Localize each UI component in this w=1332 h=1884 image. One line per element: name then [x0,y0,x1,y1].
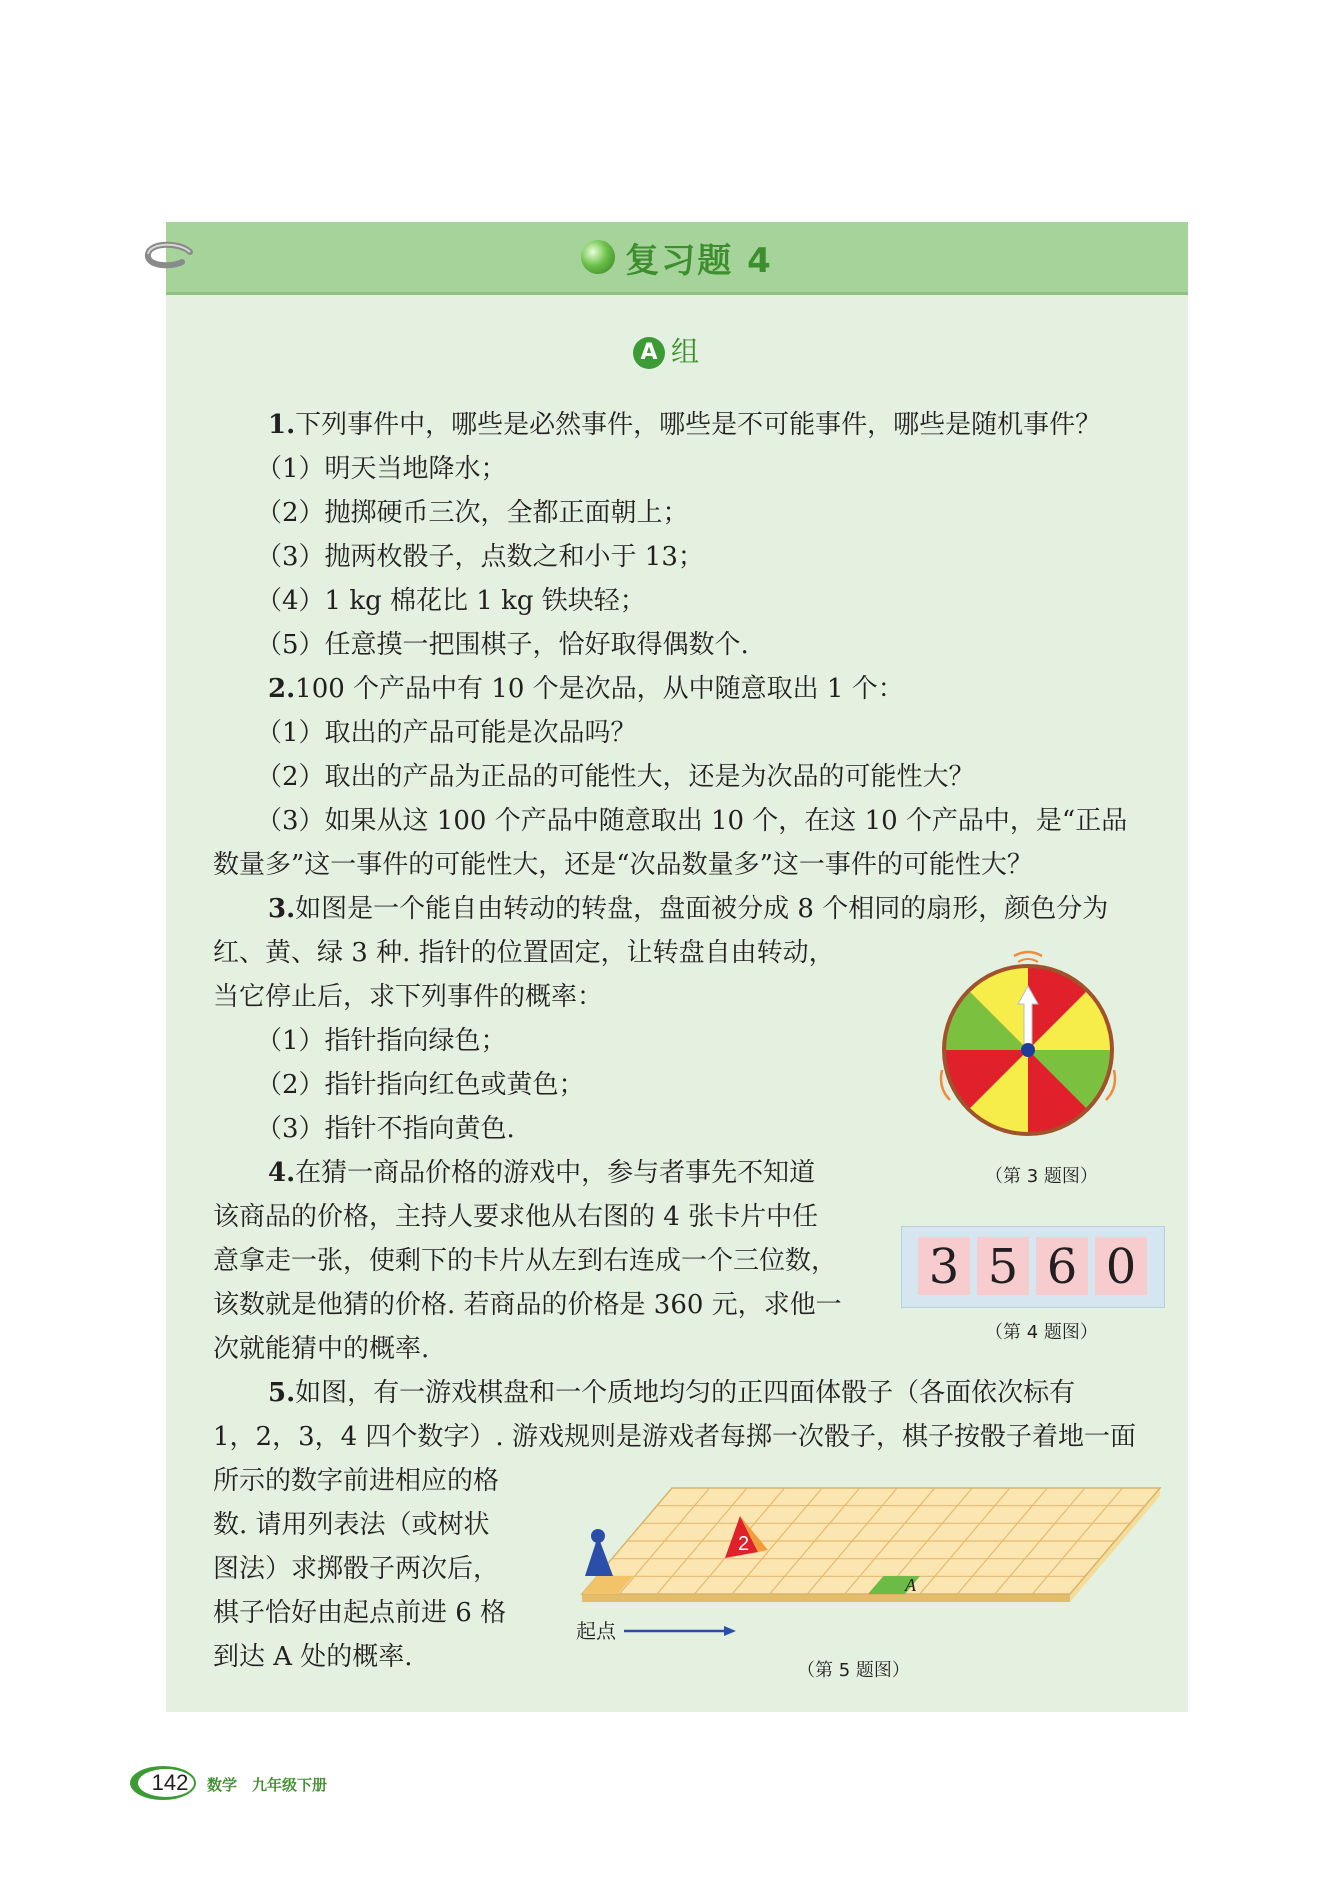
q5-line: 到达 A 处的概率. [213,1642,413,1672]
q2-text: 100 个产品中有 10 个是次品，从中随意取出 1 个： [295,674,904,704]
game-board-figure [540,1478,1180,1678]
start-label: 起点 [576,1621,616,1643]
q1-item: （2）抛掷硬币三次，全都正面朝上； [256,498,689,528]
number-card: 5 [977,1237,1029,1295]
figure-5-caption: （第 5 题图） [797,1660,910,1681]
q4-line: 该数就是他猜的价格. 若商品的价格是 360 元，求他一 [213,1290,842,1320]
target-label: A [905,1575,916,1595]
q4-line: 意拿走一张，使剩下的卡片从左到右连成一个三位数， [213,1246,838,1276]
q3-stem [268,892,1108,926]
motion-arc [1018,959,1038,962]
q1-number: 1. [268,410,296,440]
q5-line: 图法）求掷骰子两次后， [213,1554,500,1584]
q5-line: 1，2，3，4 四个数字）. 游戏规则是游戏者每掷一次骰子，棋子按骰子着地一面 [213,1422,1136,1452]
group-label: 组 [670,335,699,368]
q1-stem [268,408,1101,442]
group-badge: A [633,337,665,369]
section-title: 复习题 4 [625,240,773,281]
q3-item: （2）指针指向红色或黄色； [256,1070,585,1100]
spinner-hub [1021,1043,1035,1057]
q3-item: （1）指针指向绿色； [256,1026,507,1056]
board-edge [582,1594,1070,1602]
q1-item: （1）明天当地降水； [256,454,507,484]
q1-item: （5）任意摸一把围棋子，恰好取得偶数个. [256,630,749,660]
q2-item: （2）取出的产品为正品的可能性大，还是为次品的可能性大？ [256,762,975,792]
q2-stem [268,672,904,706]
q5-stem [268,1376,1075,1410]
header-title-wrap [166,222,1188,292]
q1-item: （4）1 kg 棉花比 1 kg 铁块轻； [256,586,646,616]
q4-line: 该商品的价格，主持人要求他从右图的 4 张卡片中任 [213,1202,819,1232]
q5-line: 所示的数字前进相应的格 [213,1466,500,1496]
number-card: 3 [918,1237,970,1295]
game-piece-head [591,1529,605,1543]
q3-line: 当它停止后，求下列事件的概率： [213,982,604,1012]
motion-arc [1014,952,1042,956]
number-card: 0 [1095,1237,1147,1295]
q2-number: 2. [268,674,296,704]
q4-stem [268,1156,815,1190]
q5-line: 棋子恰好由起点前进 6 格 [213,1598,507,1628]
figure-4-caption: （第 4 题图） [985,1322,1098,1343]
globe-icon [581,240,615,274]
group-heading [0,330,1332,370]
section-header [166,222,1188,295]
q3-number: 3. [268,894,296,924]
q5-number: 5. [268,1378,296,1408]
q1-text: 下列事件中，哪些是必然事件，哪些是不可能事件，哪些是随机事件？ [295,410,1102,440]
page-number: 142 [151,1770,189,1795]
q2-item: （3）如果从这 100 个产品中随意取出 10 个，在这 10 个产品中，是“正品 [256,806,1128,836]
arrow-head-icon [724,1626,736,1636]
q3-item: （3）指针不指向黄色. [256,1114,515,1144]
q1-item: （3）抛两枚骰子，点数之和小于 13； [256,542,704,572]
q3-text: 如图是一个能自由转动的转盘，盘面被分成 8 个相同的扇形，颜色分为 [295,894,1109,924]
q2-item: （1）取出的产品可能是次品吗？ [256,718,637,748]
die-label: 2 [738,1533,750,1555]
q4-number: 4. [268,1158,296,1188]
number-cards [901,1226,1165,1308]
q4-text: 在猜一商品价格的游戏中，参与者事先不知道 [295,1158,816,1188]
curl-icon [140,238,200,278]
number-card: 6 [1036,1237,1088,1295]
q3-line: 红、黄、绿 3 种. 指针的位置固定，让转盘自由转动， [213,938,835,968]
figure-3-caption: （第 3 题图） [985,1166,1098,1187]
q4-line: 次就能猜中的概率. [213,1334,430,1364]
book-title: 数学 九年级下册 [207,1776,328,1794]
q2-item: 数量多”这一事件的可能性大，还是“次品数量多”这一事件的可能性大？ [213,850,1033,880]
q5-line: 数. 请用列表法（或树状 [213,1510,490,1540]
spinner-figure [928,942,1128,1142]
q5-text: 如图，有一游戏棋盘和一个质地均匀的正四面体骰子（各面依次标有 [295,1378,1076,1408]
